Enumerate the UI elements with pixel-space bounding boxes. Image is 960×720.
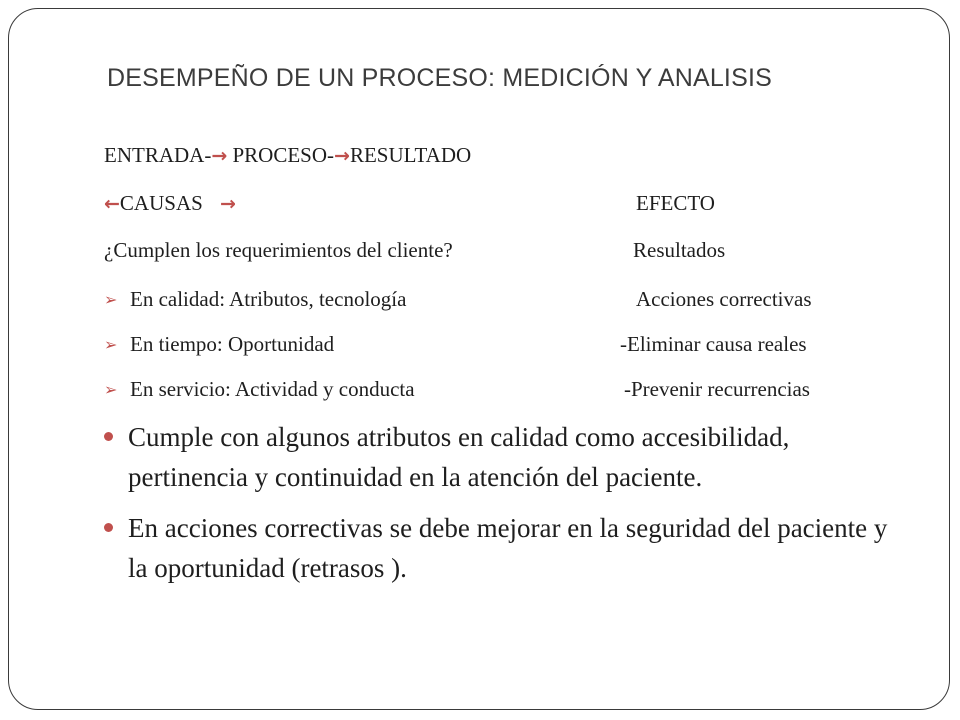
bullet-item xyxy=(104,417,904,501)
efecto-label: EFECTO xyxy=(636,191,715,215)
causas-label: CAUSAS xyxy=(119,191,203,215)
right-arrow-icon: → xyxy=(334,145,350,167)
chevron-bullet-icon: ➢ xyxy=(104,380,118,399)
bullet-item xyxy=(104,508,904,592)
flow-proceso: PROCESO- xyxy=(232,143,335,167)
list-item xyxy=(104,287,406,312)
bullet-text: Cumple con algunos atributos en calidad como accesibilidad, pertinencia y continuidad en la atención del paciente. xyxy=(128,422,790,492)
flow-entrada: ENTRADA- xyxy=(104,143,212,167)
right-arrow-icon: → xyxy=(211,145,228,167)
question-right: Resultados xyxy=(633,238,726,262)
dot-bullet-icon xyxy=(104,523,113,532)
question-left: ¿Cumplen los requerimientos del cliente? xyxy=(104,238,453,262)
causas-line xyxy=(104,191,236,216)
item-right: Acciones correctivas xyxy=(636,287,812,311)
bullet-text: En acciones correctivas se debe mejorar en la seguridad del paciente y la oportunidad (retrasos ). xyxy=(128,513,888,583)
list-item xyxy=(104,332,334,357)
slide-frame xyxy=(8,8,950,710)
item-left: En calidad: Atributos, tecnología xyxy=(130,287,407,311)
chevron-bullet-icon: ➢ xyxy=(104,290,118,309)
item-left: En servicio: Actividad y conducta xyxy=(130,377,415,401)
dot-bullet-icon xyxy=(104,432,113,441)
chevron-bullet-icon: ➢ xyxy=(104,335,118,354)
flow-resultado: RESULTADO xyxy=(349,143,472,167)
list-item xyxy=(104,377,415,402)
item-left: En tiempo: Oportunidad xyxy=(130,332,335,356)
item-right: -Prevenir recurrencias xyxy=(624,377,810,401)
slide-title: DESEMPEÑO DE UN PROCESO: MEDICIÓN Y ANALISIS xyxy=(107,64,772,92)
flow-line xyxy=(104,143,471,168)
item-right: -Eliminar causa reales xyxy=(620,332,807,356)
left-arrow-icon: ← xyxy=(104,193,120,215)
right-arrow-icon: → xyxy=(220,193,236,215)
